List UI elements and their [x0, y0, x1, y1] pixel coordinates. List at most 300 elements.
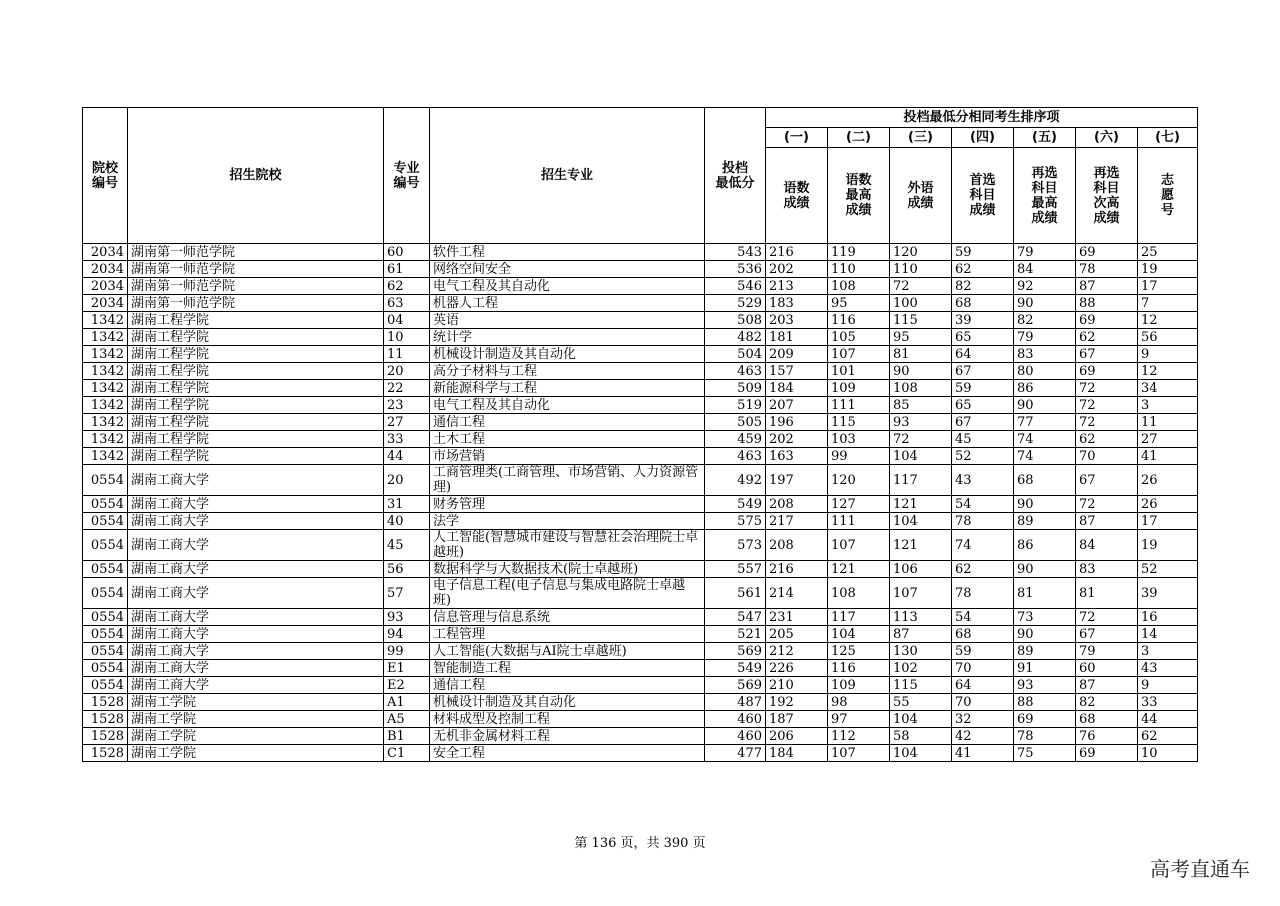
table-cell: 64: [952, 677, 1014, 694]
table-cell: 工程管理: [430, 626, 705, 643]
header-min-score: 投档 最低分: [705, 108, 766, 244]
table-cell: 43: [952, 465, 1014, 496]
table-cell: 88: [1076, 295, 1138, 312]
table-cell: 7: [1138, 295, 1198, 312]
table-cell: 104: [828, 626, 890, 643]
table-cell: 519: [705, 397, 766, 414]
table-cell: 575: [705, 513, 766, 530]
table-cell: 湖南第一师范学院: [128, 244, 384, 261]
table-cell: 561: [705, 578, 766, 609]
table-cell: 202: [766, 261, 828, 278]
table-row: [83, 465, 1198, 496]
table-cell: 80: [1014, 363, 1076, 380]
table-cell: 216: [766, 561, 828, 578]
table-cell: 81: [890, 346, 952, 363]
table-cell: 33: [1138, 694, 1198, 711]
table-cell: 信息管理与信息系统: [430, 609, 705, 626]
table-row: [83, 745, 1198, 762]
table-cell: 231: [766, 609, 828, 626]
table-cell: 206: [766, 728, 828, 745]
table-cell: 88: [1014, 694, 1076, 711]
table-cell: 61: [384, 261, 430, 278]
table-cell: 湖南工商大学: [128, 609, 384, 626]
table-cell: 财务管理: [430, 496, 705, 513]
table-cell: 86: [1014, 380, 1076, 397]
table-cell: 67: [1076, 465, 1138, 496]
table-cell: 82: [952, 278, 1014, 295]
table-cell: 65: [952, 397, 1014, 414]
table-cell: 110: [828, 261, 890, 278]
table-cell: 121: [890, 530, 952, 561]
table-cell: 湖南工程学院: [128, 329, 384, 346]
table-cell: 107: [828, 346, 890, 363]
table-cell: 83: [1076, 561, 1138, 578]
table-cell: 1342: [83, 329, 128, 346]
table-cell: 184: [766, 380, 828, 397]
table-cell: 52: [952, 448, 1014, 465]
table-cell: 557: [705, 561, 766, 578]
table-cell: 45: [952, 431, 1014, 448]
table-cell: 湖南工商大学: [128, 513, 384, 530]
table-cell: 93: [1014, 677, 1076, 694]
table-cell: 504: [705, 346, 766, 363]
table-cell: 59: [952, 643, 1014, 660]
table-cell: 湖南工学院: [128, 728, 384, 745]
table-cell: 0554: [83, 609, 128, 626]
table-row: [83, 363, 1198, 380]
table-cell: 203: [766, 312, 828, 329]
table-cell: 208: [766, 496, 828, 513]
table-cell: 湖南工学院: [128, 711, 384, 728]
header-tie-break-item: 语数 最高 成绩: [828, 148, 890, 244]
table-cell: 83: [1014, 346, 1076, 363]
table-cell: 196: [766, 414, 828, 431]
table-cell: 217: [766, 513, 828, 530]
table-cell: 125: [828, 643, 890, 660]
table-cell: 0554: [83, 513, 128, 530]
table-cell: 湖南工商大学: [128, 561, 384, 578]
table-cell: 67: [1076, 346, 1138, 363]
table-cell: 智能制造工程: [430, 660, 705, 677]
table-cell: 105: [828, 329, 890, 346]
table-cell: 569: [705, 677, 766, 694]
table-cell: 505: [705, 414, 766, 431]
table-cell: 72: [890, 278, 952, 295]
table-cell: 77: [1014, 414, 1076, 431]
table-cell: 湖南工程学院: [128, 363, 384, 380]
table-row: [83, 278, 1198, 295]
table-cell: 89: [1014, 643, 1076, 660]
table-cell: 44: [384, 448, 430, 465]
table-cell: 109: [828, 677, 890, 694]
header-tie-break-item: 首选 科目 成绩: [952, 148, 1014, 244]
table-cell: 无机非金属材料工程: [430, 728, 705, 745]
table-cell: 70: [952, 660, 1014, 677]
table-cell: 89: [1014, 513, 1076, 530]
table-cell: 统计学: [430, 329, 705, 346]
table-cell: 湖南工商大学: [128, 677, 384, 694]
table-cell: 116: [828, 312, 890, 329]
table-cell: 109: [828, 380, 890, 397]
table-cell: 107: [828, 530, 890, 561]
table-cell: 机器人工程: [430, 295, 705, 312]
table-cell: 69: [1014, 711, 1076, 728]
table-cell: 75: [1014, 745, 1076, 762]
table-cell: 0554: [83, 578, 128, 609]
table-cell: 17: [1138, 278, 1198, 295]
table-cell: 26: [1138, 465, 1198, 496]
table-cell: 湖南工程学院: [128, 414, 384, 431]
table-cell: 72: [1076, 414, 1138, 431]
header-major-name: 招生专业: [430, 108, 705, 244]
table-cell: 119: [828, 244, 890, 261]
header-tie-break-number: (五): [1014, 128, 1076, 148]
table-cell: 113: [890, 609, 952, 626]
admission-table: [82, 107, 1198, 762]
table-row: [83, 643, 1198, 660]
table-cell: 90: [1014, 397, 1076, 414]
table-cell: 3: [1138, 643, 1198, 660]
table-cell: 58: [890, 728, 952, 745]
table-cell: 573: [705, 530, 766, 561]
table-cell: 34: [1138, 380, 1198, 397]
table-row: [83, 609, 1198, 626]
table-cell: 62: [1076, 431, 1138, 448]
table-cell: 62: [384, 278, 430, 295]
table-cell: 65: [952, 329, 1014, 346]
table-cell: 0554: [83, 677, 128, 694]
table-cell: 529: [705, 295, 766, 312]
table-cell: 187: [766, 711, 828, 728]
table-cell: 67: [952, 363, 1014, 380]
table-cell: 1528: [83, 728, 128, 745]
table-cell: 487: [705, 694, 766, 711]
table-cell: 11: [1138, 414, 1198, 431]
table-cell: 0554: [83, 530, 128, 561]
table-cell: 69: [1076, 244, 1138, 261]
table-cell: 104: [890, 513, 952, 530]
table-cell: 90: [1014, 561, 1076, 578]
table-cell: 56: [384, 561, 430, 578]
table-cell: 湖南工商大学: [128, 660, 384, 677]
table-cell: 网络空间安全: [430, 261, 705, 278]
table-cell: 84: [1076, 530, 1138, 561]
table-cell: 79: [1014, 244, 1076, 261]
table-cell: 90: [1014, 295, 1076, 312]
table-cell: 79: [1014, 329, 1076, 346]
table-cell: 73: [1014, 609, 1076, 626]
table-cell: 210: [766, 677, 828, 694]
table-row: [83, 660, 1198, 677]
table-cell: 1342: [83, 431, 128, 448]
table-cell: 56: [1138, 329, 1198, 346]
table-cell: 99: [828, 448, 890, 465]
table-cell: 26: [1138, 496, 1198, 513]
table-cell: 工商管理类(工商管理、市场营销、人力资源管理): [430, 465, 705, 496]
table-cell: 99: [384, 643, 430, 660]
table-cell: 112: [828, 728, 890, 745]
table-cell: 04: [384, 312, 430, 329]
table-cell: 9: [1138, 677, 1198, 694]
table-cell: 59: [952, 244, 1014, 261]
table-cell: 60: [384, 244, 430, 261]
table-cell: 208: [766, 530, 828, 561]
table-cell: 92: [1014, 278, 1076, 295]
table-cell: 湖南工商大学: [128, 496, 384, 513]
table-cell: 202: [766, 431, 828, 448]
table-cell: 14: [1138, 626, 1198, 643]
table-cell: 82: [1076, 694, 1138, 711]
table-cell: 60: [1076, 660, 1138, 677]
table-cell: 59: [952, 380, 1014, 397]
table-cell: 23: [384, 397, 430, 414]
table-cell: 101: [828, 363, 890, 380]
table-cell: 16: [1138, 609, 1198, 626]
table-cell: 1342: [83, 363, 128, 380]
table-cell: 64: [952, 346, 1014, 363]
table-cell: 87: [1076, 677, 1138, 694]
table-cell: 78: [952, 513, 1014, 530]
table-cell: 40: [384, 513, 430, 530]
table-cell: 103: [828, 431, 890, 448]
table-cell: 212: [766, 643, 828, 660]
table-cell: 43: [1138, 660, 1198, 677]
table-cell: 121: [890, 496, 952, 513]
table-cell: 102: [890, 660, 952, 677]
table-cell: 213: [766, 278, 828, 295]
table-cell: 12: [1138, 363, 1198, 380]
header-tie-break-group: 投档最低分相同考生排序项: [766, 108, 1198, 128]
table-cell: 81: [1076, 578, 1138, 609]
table-row: [83, 728, 1198, 745]
table-cell: 湖南工商大学: [128, 578, 384, 609]
table-cell: 1342: [83, 380, 128, 397]
table-row: [83, 530, 1198, 561]
table-row: [83, 448, 1198, 465]
table-cell: 509: [705, 380, 766, 397]
table-row: [83, 261, 1198, 278]
table-cell: 0554: [83, 465, 128, 496]
table-cell: 22: [384, 380, 430, 397]
table-cell: 85: [890, 397, 952, 414]
table-cell: 69: [1076, 745, 1138, 762]
table-cell: 0554: [83, 660, 128, 677]
table-cell: 材料成型及控制工程: [430, 711, 705, 728]
table-cell: 72: [1076, 397, 1138, 414]
table-cell: 12: [1138, 312, 1198, 329]
table-cell: 62: [1138, 728, 1198, 745]
table-cell: 安全工程: [430, 745, 705, 762]
header-tie-break-item: 外语 成绩: [890, 148, 952, 244]
table-cell: 97: [828, 711, 890, 728]
table-cell: 湖南工程学院: [128, 431, 384, 448]
table-cell: 68: [952, 295, 1014, 312]
table-cell: 86: [1014, 530, 1076, 561]
table-row: [83, 561, 1198, 578]
table-cell: 41: [1138, 448, 1198, 465]
table-cell: 1342: [83, 414, 128, 431]
table-cell: 63: [384, 295, 430, 312]
table-cell: 湖南工程学院: [128, 448, 384, 465]
table-cell: 67: [952, 414, 1014, 431]
table-row: [83, 244, 1198, 261]
table-cell: E1: [384, 660, 430, 677]
table-cell: 湖南工学院: [128, 694, 384, 711]
table-cell: 52: [1138, 561, 1198, 578]
table-cell: 0554: [83, 626, 128, 643]
table-cell: 117: [890, 465, 952, 496]
table-cell: 87: [1076, 278, 1138, 295]
table-cell: 湖南工程学院: [128, 312, 384, 329]
table-cell: 110: [890, 261, 952, 278]
table-cell: 115: [890, 312, 952, 329]
table-cell: 157: [766, 363, 828, 380]
table-cell: 93: [890, 414, 952, 431]
table-cell: 74: [952, 530, 1014, 561]
header-tie-break-item: 志 愿 号: [1138, 148, 1198, 244]
table-cell: 205: [766, 626, 828, 643]
table-cell: 100: [890, 295, 952, 312]
table-cell: 74: [1014, 431, 1076, 448]
table-row: [83, 329, 1198, 346]
table-cell: 115: [828, 414, 890, 431]
table-cell: 87: [1076, 513, 1138, 530]
table-cell: 1528: [83, 694, 128, 711]
table-cell: 67: [1076, 626, 1138, 643]
table-cell: 1528: [83, 745, 128, 762]
table-cell: 549: [705, 660, 766, 677]
table-cell: 19: [1138, 261, 1198, 278]
table-cell: 人工智能(大数据与AI院士卓越班): [430, 643, 705, 660]
table-cell: 183: [766, 295, 828, 312]
table-cell: 78: [952, 578, 1014, 609]
table-cell: 111: [828, 397, 890, 414]
table-cell: 9: [1138, 346, 1198, 363]
table-cell: 121: [828, 561, 890, 578]
table-cell: 20: [384, 465, 430, 496]
table-cell: 90: [1014, 496, 1076, 513]
table-cell: 湖南工商大学: [128, 465, 384, 496]
table-cell: 1342: [83, 312, 128, 329]
table-cell: 81: [1014, 578, 1076, 609]
table-cell: 45: [384, 530, 430, 561]
table-cell: 42: [952, 728, 1014, 745]
table-cell: 214: [766, 578, 828, 609]
page-footer: 第 136 页，共 390 页: [574, 836, 706, 851]
table-cell: 法学: [430, 513, 705, 530]
table-cell: 湖南工商大学: [128, 643, 384, 660]
table-cell: 82: [1014, 312, 1076, 329]
table-row: [83, 496, 1198, 513]
table-cell: A1: [384, 694, 430, 711]
table-cell: 78: [1076, 261, 1138, 278]
table-cell: 72: [1076, 496, 1138, 513]
table-cell: 111: [828, 513, 890, 530]
table-cell: 98: [828, 694, 890, 711]
table-row: [83, 312, 1198, 329]
table-cell: 41: [952, 745, 1014, 762]
table-cell: 电气工程及其自动化: [430, 397, 705, 414]
table-cell: 521: [705, 626, 766, 643]
table-cell: 95: [890, 329, 952, 346]
table-cell: 207: [766, 397, 828, 414]
table-cell: 57: [384, 578, 430, 609]
table-cell: 高分子材料与工程: [430, 363, 705, 380]
table-cell: 39: [1138, 578, 1198, 609]
table-cell: 市场营销: [430, 448, 705, 465]
table-cell: 0554: [83, 561, 128, 578]
table-cell: 115: [890, 677, 952, 694]
table-cell: 3: [1138, 397, 1198, 414]
watermark: 高考直通车: [1150, 857, 1250, 881]
table-cell: 184: [766, 745, 828, 762]
table-cell: 460: [705, 728, 766, 745]
table-cell: 74: [1014, 448, 1076, 465]
table-row: [83, 397, 1198, 414]
table-cell: 104: [890, 711, 952, 728]
table-cell: 人工智能(智慧城市建设与智慧社会治理院士卓越班): [430, 530, 705, 561]
header-tie-break-number: (一): [766, 128, 828, 148]
table-cell: 107: [890, 578, 952, 609]
table-body: [83, 244, 1198, 762]
table-cell: 93: [384, 609, 430, 626]
table-cell: 1342: [83, 448, 128, 465]
table-cell: 127: [828, 496, 890, 513]
table-cell: 116: [828, 660, 890, 677]
table-cell: 20: [384, 363, 430, 380]
table-cell: 197: [766, 465, 828, 496]
table-cell: 104: [890, 448, 952, 465]
table-cell: 106: [890, 561, 952, 578]
table-cell: 电子信息工程(电子信息与集成电路院士卓越班): [430, 578, 705, 609]
table-cell: 463: [705, 448, 766, 465]
table-row: [83, 346, 1198, 363]
table-cell: 1342: [83, 397, 128, 414]
table-cell: 84: [1014, 261, 1076, 278]
table-cell: 108: [828, 278, 890, 295]
table-cell: 通信工程: [430, 677, 705, 694]
table-cell: 11: [384, 346, 430, 363]
table-cell: 68: [952, 626, 1014, 643]
table-cell: B1: [384, 728, 430, 745]
table-cell: 70: [1076, 448, 1138, 465]
table-cell: 湖南工程学院: [128, 380, 384, 397]
table-cell: 117: [828, 609, 890, 626]
table-cell: 569: [705, 643, 766, 660]
table-cell: 湖南第一师范学院: [128, 261, 384, 278]
table-cell: 机械设计制造及其自动化: [430, 694, 705, 711]
table-cell: 543: [705, 244, 766, 261]
table-cell: 72: [890, 431, 952, 448]
table-cell: 33: [384, 431, 430, 448]
table-cell: 2034: [83, 278, 128, 295]
table-cell: 192: [766, 694, 828, 711]
table-cell: 546: [705, 278, 766, 295]
header-major-code: 专业 编号: [384, 108, 430, 244]
table-cell: 10: [1138, 745, 1198, 762]
table-cell: 508: [705, 312, 766, 329]
table-row: [83, 431, 1198, 448]
table-cell: 0554: [83, 643, 128, 660]
table-cell: 76: [1076, 728, 1138, 745]
table-cell: 通信工程: [430, 414, 705, 431]
table-cell: A5: [384, 711, 430, 728]
table-cell: 163: [766, 448, 828, 465]
table-cell: 2034: [83, 261, 128, 278]
table-cell: 湖南第一师范学院: [128, 278, 384, 295]
table-cell: 25: [1138, 244, 1198, 261]
table-cell: 459: [705, 431, 766, 448]
